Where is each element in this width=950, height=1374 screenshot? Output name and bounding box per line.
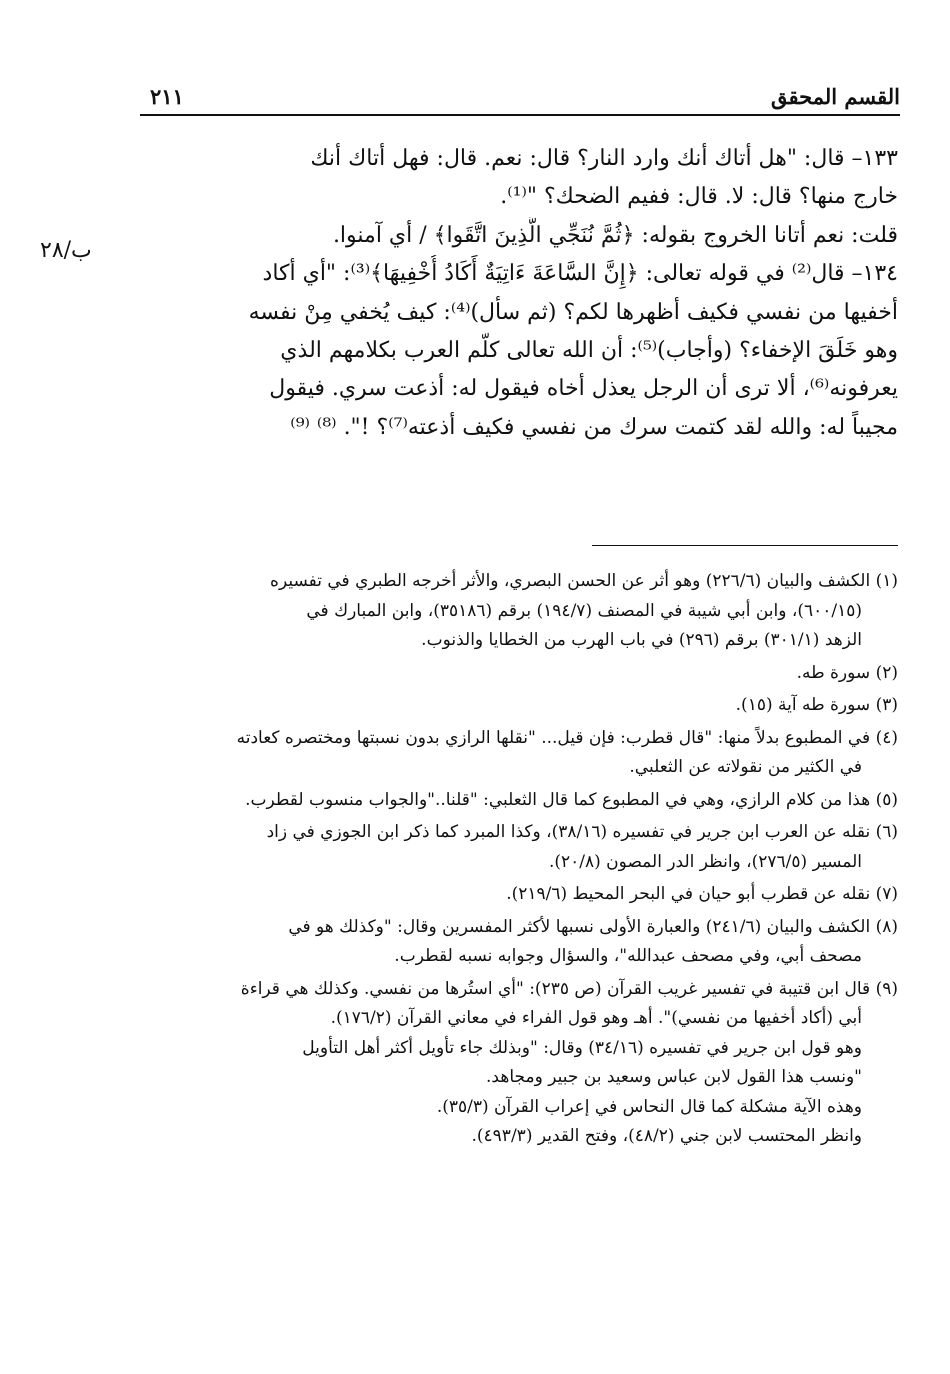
footnote-line: مصحف أبي، وفي مصحف عبدالله"، والسؤال وجوابه نسبه لقطرب. (394, 946, 862, 966)
footnote (150, 880, 898, 910)
footnote-line: (٣) سورة طه آية (١٥). (735, 695, 898, 715)
footnote-line: أبي (أكاد أخفيها من نفسي)". أهـ وهو قول الفراء في معاني القرآن (١٧٦/٢). (330, 1008, 862, 1028)
section-title: القسم المحقق (771, 84, 900, 109)
footnote-line: (٦٠٠/١٥)، وابن أبي شيبة في المصنف (١٩٤/٧) برقم (٣٥١٨٦)، وابن المبارك في (306, 600, 862, 621)
footnote-line: الزهد (٣٠١/١) برقم (٢٩٦) في باب الهرب من الخطايا والذنوب. (421, 630, 862, 650)
footnote-line: وهذه الآية مشكلة كما قال النحاس في إعراب القرآن (٣٥/٣). (436, 1096, 862, 1117)
footnote-line: (٤) في المطبوع بدلاً منها: "قال قطرب: فإن قيل... "نقلها الرازي بدون نسبتها ومختصره كعادته (236, 727, 898, 748)
footnote-line: وهو قول ابن جرير في تفسيره (٣٤/١٦) وقال: "وبذلك جاء تأويل أكثر أهل التأويل (302, 1037, 862, 1058)
main-text-line: ١٣٣– قال: "هل أتاك أنك وارد النار؟ قال: نعم. قال: فهل أتاك أنك (310, 146, 898, 171)
main-text-line: أخفيها من نفسي فكيف أظهرها لكم؟ (ثم سأل)⁽⁴⁾: كيف يُخفي مِنْ نفسه (248, 299, 898, 325)
footnote-line: (٦) نقله عن العرب ابن جرير في تفسيره (٣٨/١٦)، وكذا المبرد كما ذكر ابن الجوزي في زاد (266, 822, 898, 842)
footnote (150, 691, 898, 721)
footnote (150, 818, 898, 877)
footnote-line: (٥) هذا من كلام الرازي، وهي في المطبوع كما قال الثعلبي: "قلنا.."والجواب منسوب لقطرب. (245, 789, 898, 810)
footnote-separator (592, 545, 898, 546)
main-text-line: يعرفونه⁽⁶⁾، ألا ترى أن الرجل يعذل أخاه فيقول له: أذعت سري. فيقول (269, 376, 898, 402)
footnote (150, 786, 898, 816)
main-text-line: ١٣٤– قال⁽²⁾ في قوله تعالى: ﴿إِنَّ السَّاعَةَ ءَاتِيَةٌ أَكَادُ أُخْفِيهَا﴾⁽³⁾: "أي أكاد (262, 261, 898, 287)
main-text-line: قلت: نعم أتانا الخروج بقوله: ﴿ثُمَّ نُنَجِّي الَّذِينَ اتَّقَوا﴾ / أي آمنوا. (332, 222, 898, 248)
footnotes (150, 567, 898, 1155)
main-text-line: مجيباً له: والله لقد كتمت سرك من نفسي فكيف أذعته⁽⁷⁾؟ !". ⁽⁸⁾ ⁽⁹⁾ (290, 414, 898, 440)
footnote-line: (٢) سورة طه. (796, 662, 898, 683)
footnote (150, 975, 898, 1152)
footnote (150, 567, 898, 656)
footnote-line: (١) الكشف والبيان (٢٢٦/٦) وهو أثر عن الحسن البصري، والأثر أخرجه الطبري في تفسيره (270, 571, 898, 591)
footnote-line: (٧) نقله عن قطرب أبو حيان في البحر المحيط (٢١٩/٦). (506, 884, 898, 904)
page-number: ٢١١ (150, 84, 184, 109)
footnote-line: (٩) قال ابن قتيبة في تفسير غريب القرآن (ص ٢٣٥): "أي استُرها من نفسي. وكذلك هي قراءة (240, 978, 898, 999)
footnote-line: (٨) الكشف والبيان (٢٤١/٦) والعبارة الأولى نسبها لأكثر المفسرين وقال: "وكذلك هو في (288, 916, 898, 937)
main-text-line: وهو خَلَقَ الإخفاء؟ (وأجاب)⁽⁵⁾: أن الله تعالى كلّم العرب بكلامهم الذي (280, 338, 898, 364)
footnote (150, 913, 898, 972)
running-header (140, 84, 900, 116)
main-text (150, 140, 898, 447)
footnote-line: في الكثير من نقولاته عن الثعلبي. (629, 757, 862, 777)
manuscript-folio-marker: ب/٢٨ (40, 238, 92, 263)
main-text-line: خارج منها؟ قال: لا. قال: ففيم الضحك؟ "⁽¹⁾. (500, 184, 898, 210)
footnote (150, 659, 898, 689)
footnote-line: "ونسب هذا القول لابن عباس وسعيد بن جبير ومجاهد. (486, 1067, 862, 1087)
footnote-line: المسير (٢٧٦/٥)، وانظر الدر المصون (٢٠/٨). (548, 851, 862, 872)
footnote-line: وانظر المحتسب لابن جني (٤٨/٢)، وفتح القدير (٤٩٣/٣). (471, 1126, 862, 1146)
footnote (150, 724, 898, 783)
